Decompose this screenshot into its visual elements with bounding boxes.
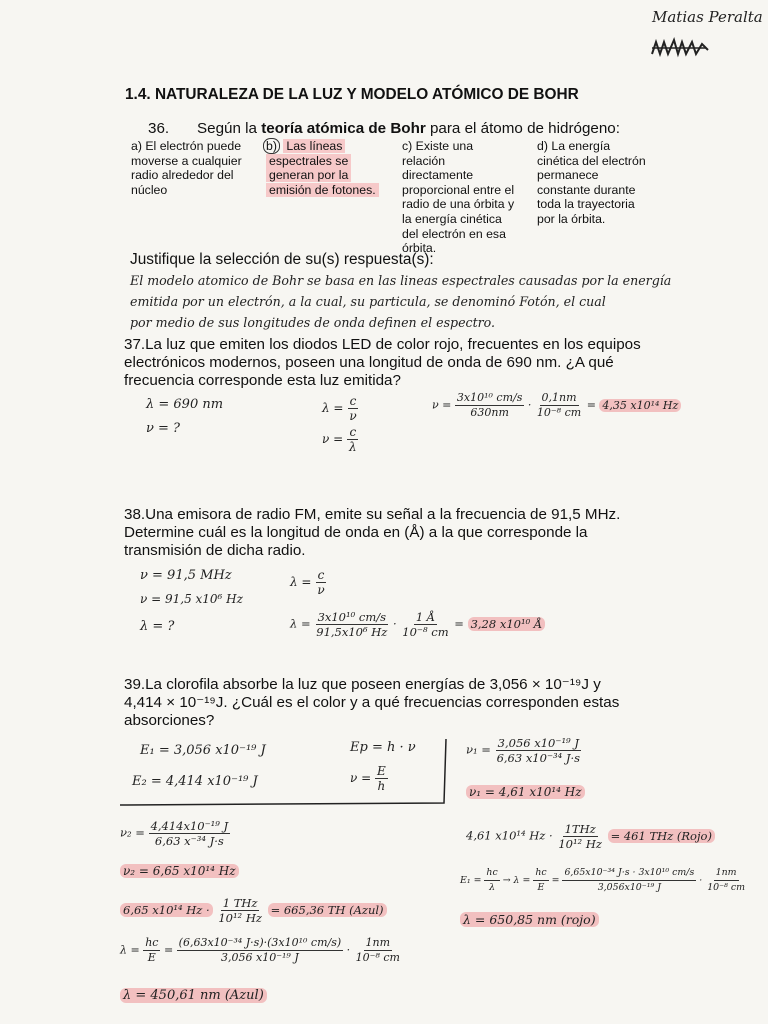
calc-dot: · <box>392 616 397 631</box>
q39-v1-value: ν₁ = 4,61 x10¹⁴ Hz <box>466 785 585 799</box>
q36-option-d-line: cinética del electrón <box>537 153 646 168</box>
q36-option-b-letter: b) <box>263 138 280 154</box>
q36-option-c-line: la energía cinética <box>402 211 502 226</box>
frac-den: 10¹² Hz <box>218 911 262 925</box>
q37-result: 4,35 x10¹⁴ Hz <box>599 399 681 412</box>
calc-fraction <box>535 391 583 420</box>
conv-fraction <box>216 896 264 925</box>
q39-e2: E₂ = 4,414 x10⁻¹⁹ J <box>132 774 258 789</box>
frac-den: 10¹² Hz <box>558 837 602 851</box>
q36-option-b-line: generan por la <box>266 168 351 182</box>
q36-option-d-line: d) La energía <box>537 139 611 153</box>
frac-num: c <box>349 425 357 439</box>
conv-fraction <box>556 822 604 851</box>
q37-calculation <box>432 391 681 420</box>
q39-e1: E₁ = 3,056 x10⁻¹⁹ J <box>140 743 266 758</box>
calc-lhs: ν = <box>432 398 452 412</box>
q36-stem <box>197 120 620 138</box>
q39-ep: Ep = h · ν <box>350 740 416 755</box>
calc-fraction <box>495 736 583 765</box>
q36-option-a <box>131 139 263 197</box>
frac-num: hc <box>145 936 159 949</box>
frac-den: 91,5x10⁶ Hz <box>316 625 388 639</box>
q36-option-c-line: relación <box>402 153 446 168</box>
q39-v1-result <box>466 785 585 799</box>
q39-v2-calc <box>120 819 230 848</box>
q38-result: 3,28 x10¹⁰ Å <box>468 617 546 631</box>
frac-num: 1nm <box>714 866 739 881</box>
formula-fraction <box>347 394 358 423</box>
q36-option-a-line: núcleo <box>131 182 168 197</box>
q36-option-d-line: toda la trayectoria <box>537 197 635 212</box>
frac-den: ν <box>349 409 357 423</box>
q39-red-lambda-value: λ = 650,85 nm (rojo) <box>460 912 599 927</box>
q39-line: 39.La clorofila absorbe la luz que poseen energías de 3,056 × 10⁻¹⁹J y <box>124 676 601 693</box>
formula-fraction <box>347 425 359 454</box>
q37-text <box>124 336 744 390</box>
calc-eq: = <box>454 616 464 631</box>
q39-text <box>124 676 744 730</box>
signature-scribble <box>648 36 712 60</box>
q36-option-a-line: moverse a cualquier <box>131 153 242 168</box>
frac-num: 1 THz <box>222 896 258 910</box>
q37-formula-lambda <box>322 394 359 423</box>
frac-den: λ <box>489 882 496 893</box>
q37-given: λ = 690 nm <box>146 397 224 412</box>
frac-den: E <box>537 882 545 893</box>
calc-fraction <box>177 936 344 965</box>
calc-lhs: λ = <box>120 943 140 957</box>
q38-given-mhz: ν = 91,5 MHz <box>140 568 232 583</box>
frac-num: 1nm <box>365 936 391 949</box>
q36-stem-b: para el átomo de hidrógeno: <box>425 120 620 137</box>
q37-line: 37.La luz que emiten los diodos LED de color rojo, frecuentes en los equipos <box>124 336 641 353</box>
q37-formula-nu <box>322 425 359 454</box>
frac-num: hc <box>484 866 499 881</box>
frac-den: 10⁻⁸ cm <box>707 882 745 893</box>
calc-lhs: ν₂ = <box>120 825 145 840</box>
calc-fraction <box>354 936 402 965</box>
q36-option-c-line: proporcional entre el <box>402 182 515 197</box>
conv-pre: 4,61 x10¹⁴ Hz · <box>466 828 553 843</box>
q38-line: Determine cuál es la longitud de onda en (Å) a la que corresponde la <box>124 524 588 541</box>
conv-pre: 6,65 x10¹⁴ Hz · <box>120 903 213 917</box>
frac-den: 3,056x10⁻¹⁹ J <box>597 882 661 893</box>
frac-num: E <box>377 764 386 778</box>
q38-line: 38.Una emisora de radio FM, emite su señal a la frecuencia de 91,5 MHz. <box>124 506 621 523</box>
calc-dot: · <box>699 875 703 886</box>
conv-result: = 665,36 TH (Azul) <box>268 903 387 917</box>
calc-fraction <box>400 610 450 639</box>
frac-num: 1 Å <box>415 610 436 624</box>
frac-num: 3x10¹⁰ cm/s <box>456 391 523 404</box>
q36-option-c-line: radio de una órbita y <box>402 197 515 212</box>
frac-den: 3,056 x10⁻¹⁹ J <box>221 951 299 964</box>
q36-option-b-line: emisión de fotones. <box>266 183 379 197</box>
q39-line: 4,414 × 10⁻¹⁹J. ¿Cuál es el color y a qué frecuencias corresponden estas <box>124 694 620 711</box>
frac-num: 3x10¹⁰ cm/s <box>317 610 386 624</box>
q36-answer-line: por medio de sus longitudes de onda definen el espectro. <box>130 315 496 330</box>
calc-fraction <box>484 866 499 895</box>
q39-v1-calc <box>466 736 582 765</box>
q36-justify-label: Justifique la selección de su(s) respuesta(s): <box>130 251 434 268</box>
calc-fraction <box>143 936 160 965</box>
q36-option-c <box>402 139 534 256</box>
frac-num: 1THz <box>564 822 596 836</box>
q36-option-a-line: radio alrededor del <box>131 168 234 183</box>
q37-line: frecuencia corresponde esta luz emitida? <box>124 372 401 389</box>
formula-lhs: ν = <box>350 771 372 785</box>
calc-eq: = <box>163 943 174 957</box>
q38-calculation <box>290 610 545 639</box>
q36-option-c-line: órbita. <box>402 241 437 256</box>
q39-line: absorciones? <box>124 712 215 729</box>
q36-option-a-line: a) El electrón puede <box>131 139 242 153</box>
q38-line: transmisión de dicha radio. <box>124 542 306 559</box>
q36-stem-a: Según la <box>197 120 262 137</box>
q36-answer-line: El modelo atomico de Bohr se basa en las lineas espectrales causadas por la energía <box>130 273 672 288</box>
frac-num: 4,414x10⁻¹⁹ J <box>150 819 229 833</box>
q36-answer-line: emitida por un electrón, a la cual, su particula, se denominó Fotón, el cual <box>130 294 606 309</box>
arrow-icon: → <box>502 875 511 886</box>
q39-red-thz <box>466 822 715 851</box>
q36-option-c-line: directamente <box>402 168 474 183</box>
frac-num: c <box>349 394 357 408</box>
frac-num: 0,1nm <box>541 391 577 404</box>
calc-fraction <box>705 866 747 895</box>
frac-num: 3,056 x10⁻¹⁹ J <box>497 736 579 750</box>
q37-unknown: ν = ? <box>146 421 181 436</box>
frac-den: E <box>147 951 156 964</box>
frac-den: 6,63 x⁻³⁴ J·s <box>154 834 224 848</box>
frac-num: hc <box>533 866 548 881</box>
formula-lhs: λ = <box>290 575 312 589</box>
q36-option-b-line: Las líneas <box>283 139 345 153</box>
q39-thz-conversion <box>120 896 387 925</box>
q36-option-b <box>266 139 396 197</box>
q36-number: 36. <box>148 120 170 137</box>
frac-num: c <box>317 568 325 582</box>
conv-result: = 461 THz (Rojo) <box>608 829 715 843</box>
q36-option-c-line: c) Existe una <box>402 139 474 153</box>
q38-unknown: λ = ? <box>140 619 175 634</box>
q38-text <box>124 506 744 560</box>
q39-lambda1-result <box>120 988 267 1003</box>
calc-fraction <box>149 819 231 848</box>
frac-num: (6,63x10⁻³⁴ J·s)·(3x10¹⁰ cm/s) <box>178 936 342 949</box>
q39-red-lambda-result <box>460 912 599 927</box>
q37-line: electrónicos modernos, poseen una longitud de onda de 690 nm. ¿A qué <box>124 354 614 371</box>
frac-den: 6,63 x10⁻³⁴ J·s <box>496 751 581 765</box>
section-title: 1.4. NATURALEZA DE LA LUZ Y MODELO ATÓMICO DE BOHR <box>125 86 579 103</box>
q36-option-d-line: por la órbita. <box>537 211 606 226</box>
calc-fraction <box>455 391 524 420</box>
q39-red-lambda-calc <box>460 866 747 895</box>
q39-v2-value: ν₂ = 6,65 x10¹⁴ Hz <box>120 864 239 878</box>
formula-lhs: λ = <box>322 401 344 415</box>
formula-fraction <box>315 568 326 597</box>
frac-den: λ <box>349 440 357 454</box>
calc-fraction <box>314 610 389 639</box>
frac-den: 10⁻⁸ cm <box>355 951 400 964</box>
q39-v2-result <box>120 864 239 878</box>
q36-option-d-line: constante durante <box>537 182 636 197</box>
calc-eq: = <box>586 398 596 412</box>
q39-nu-formula <box>350 764 388 793</box>
q36-option-d <box>537 139 669 227</box>
q38-given-hz: ν = 91,5 x10⁶ Hz <box>140 592 243 606</box>
calc-fraction <box>533 866 548 895</box>
frac-den: h <box>377 779 386 793</box>
calc-lhs: λ = <box>513 875 531 886</box>
q39-lambda1-calc <box>120 936 402 965</box>
frac-num: 6,65x10⁻³⁴ J·s · 3x10¹⁰ cm/s <box>562 866 696 881</box>
q36-answer <box>130 270 750 333</box>
calc-fraction <box>562 866 696 895</box>
q36-stem-bold: teoría atómica de Bohr <box>261 120 426 137</box>
frac-den: 10⁻⁸ cm <box>536 406 582 419</box>
q36-option-c-line: del electrón en esa <box>402 226 506 241</box>
calc-dot: · <box>346 943 351 957</box>
formula-lhs: ν = <box>322 432 344 446</box>
calc-e: E₁ = <box>460 875 482 886</box>
formula-fraction <box>375 764 388 793</box>
q36-option-d-line: permanece <box>537 168 599 183</box>
q36-option-b-line: espectrales se <box>266 154 351 168</box>
author-name: Matias Peralta <box>652 8 763 26</box>
frac-den: ν <box>317 583 325 597</box>
calc-lhs: ν₁ = <box>466 742 491 757</box>
frac-den: 630nm <box>470 406 509 419</box>
q38-formula-lambda <box>290 568 327 597</box>
calc-lhs: λ = <box>290 616 311 631</box>
calc-eq: = <box>551 875 560 886</box>
calc-dot: · <box>527 398 532 412</box>
q39-lambda1-value: λ = 450,61 nm (Azul) <box>120 988 267 1003</box>
frac-den: 10⁻⁸ cm <box>402 625 449 639</box>
